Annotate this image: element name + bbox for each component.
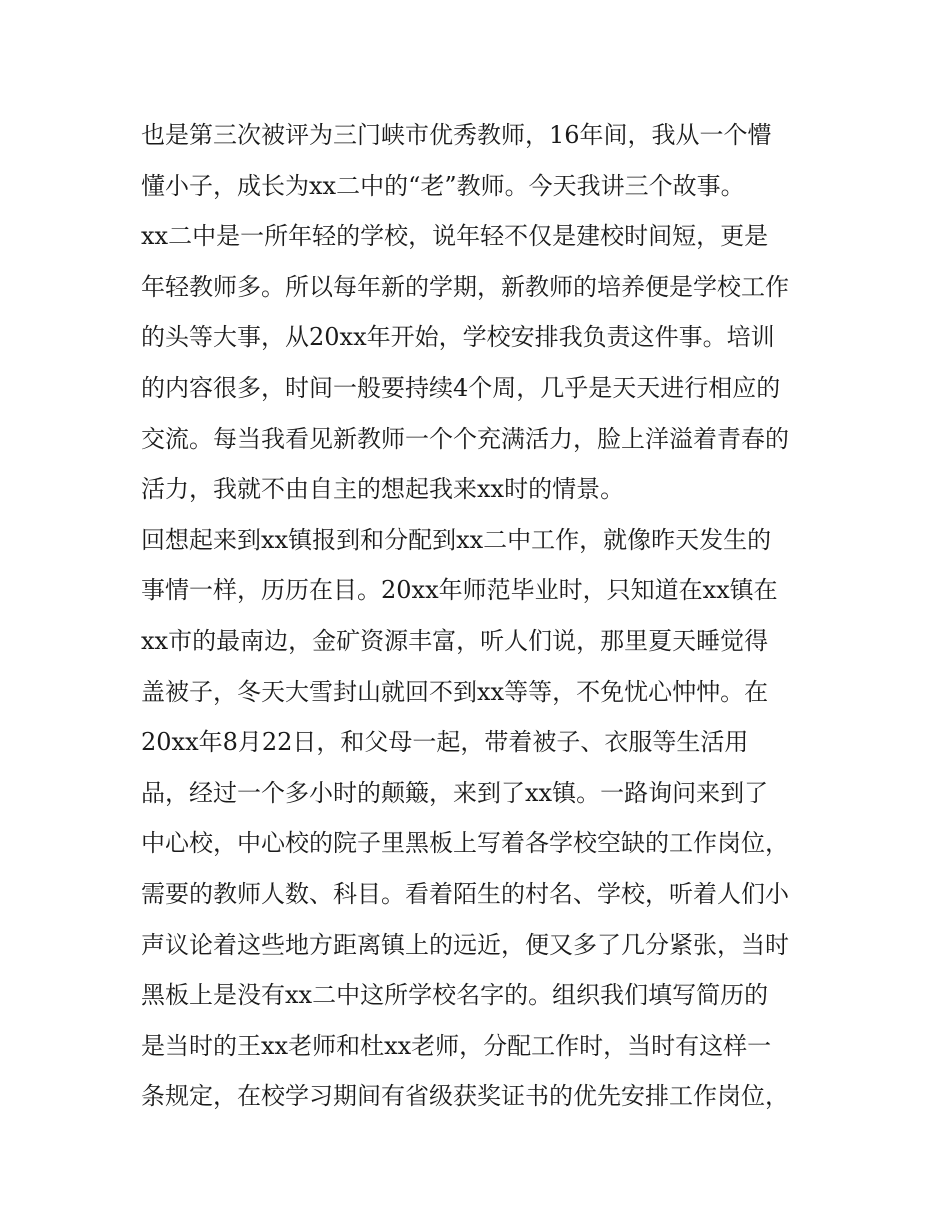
text-line: 懂小子，成长为xx二中的“老”教师。今天我讲三个故事。 [141,171,745,200]
text-line: 需要的教师人数、科目。看着陌生的村名、学校，听着人们小 [141,879,789,908]
text-line: 品，经过一个多小时的颠簸，来到了xx镇。一路询问来到了 [141,778,769,807]
text-line: 条规定，在校学习期间有省级获奖证书的优先安排工作岗位， [141,1082,789,1111]
text-line: 回想起来到xx镇报到和分配到xx二中工作，就像昨天发生的 [141,525,772,554]
text-line: 也是第三次被评为三门峡市优秀教师，16年间，我从一个懵 [141,121,772,149]
text-line: xx市的最南边，金矿资源丰富，听人们说，那里夏天睡觉得 [141,626,769,655]
text-line: 年轻教师多。所以每年新的学期，新教师的培养便是学校工作 [141,272,789,301]
text-line: 声议论着这些地方距离镇上的远近，便又多了几分紧张，当时 [141,930,789,959]
text-line: 是当时的王xx老师和杜xx老师，分配工作时，当时有这样一 [141,1031,772,1060]
body-text [141,110,821,1122]
text-line: 的头等大事，从20xx年开始，学校安排我负责这件事。培训 [141,323,775,352]
text-line: 黑板上是没有xx二中这所学校名字的。组织我们填写简历的 [141,981,769,1010]
text-line: 的内容很多，时间一般要持续4个周，几乎是天天进行相应的 [141,373,781,402]
text-line: 中心校，中心校的院子里黑板上写着各学校空缺的工作岗位， [141,829,789,858]
text-line: 事情一样，历历在目。20xx年师范毕业时，只知道在xx镇在 [141,576,778,605]
text-line: 20xx年8月22日，和父母一起，带着被子、衣服等生活用 [141,728,749,757]
text-line: 盖被子，冬天大雪封山就回不到xx等等，不免忧心忡忡。在 [141,677,769,706]
text-line: 活力，我就不由自主的想起我来xx时的情景。 [141,475,625,504]
text-line: 交流。每当我看见新教师一个个充满活力，脸上洋溢着青春的 [141,424,789,453]
text-line: xx二中是一所年轻的学校，说年轻不仅是建校时间短，更是 [141,222,769,251]
